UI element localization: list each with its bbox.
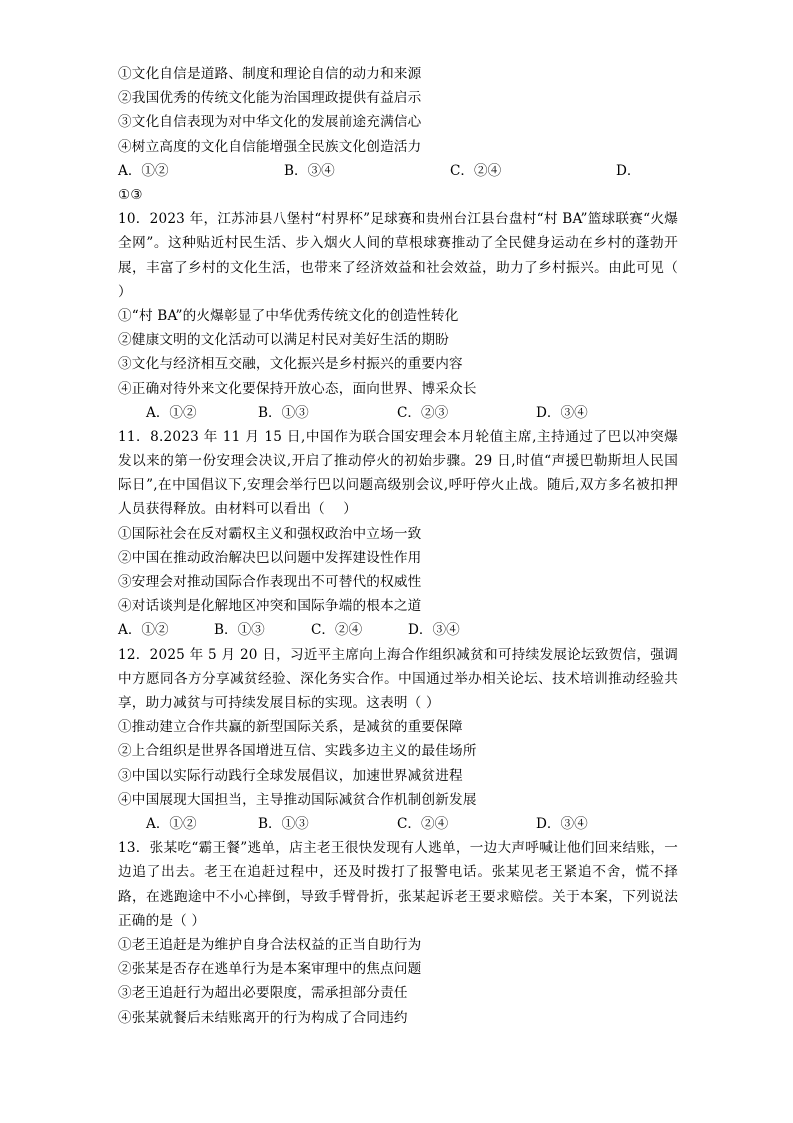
choice-a: A．①② <box>118 622 169 639</box>
option-statement: ①推动建立合作共赢的新型国际关系，是减贫的重要保障 <box>118 719 463 736</box>
option-statement: ①“村 BA”的火爆彰显了中华优秀传统文化的创造性转化 <box>118 307 459 324</box>
option-statement: ②健康文明的文化活动可以满足村民对美好生活的期盼 <box>118 332 450 349</box>
option-statement: ①国际社会在反对霸权主义和强权政治中立场一致 <box>118 525 422 542</box>
choice-b: B．③④ <box>284 162 335 179</box>
question-9 <box>118 62 678 207</box>
option-statement: ③安理会对推动国际合作表现出不可替代的权威性 <box>118 574 422 591</box>
question-12 <box>118 643 678 837</box>
option-statement: ②我国优秀的传统文化能为治国理政提供有益启示 <box>118 90 422 107</box>
option-statement: ④树立高度的文化自信能增强全民族文化创造活力 <box>118 138 422 155</box>
answer-choices <box>118 159 678 183</box>
option-statement: ③文化与经济相互交融，文化振兴是乡村振兴的重要内容 <box>118 356 463 373</box>
choice-c: C．②④ <box>311 622 363 639</box>
choice-c: C．②④ <box>397 815 449 832</box>
choice-d: D．③④ <box>408 622 460 639</box>
choice-d-wrapped: ①③ <box>118 186 143 203</box>
answer-choices <box>118 401 678 425</box>
question-stem: 12．2025 年 5 月 20 日，习近平主席向上海合作组织减贫和可持续发展论坛致贺信，强调中方愿同各方分享减贫经验、深化务实合作。中国通过举办相关论坛、技术培训推动经验共享，助力减贫与可持续发展目标的实现。这表明（ ） <box>118 646 678 712</box>
option-statement: ②中国在推动政治解决巴以问题中发挥建设性作用 <box>118 549 422 566</box>
option-statement: ①文化自信是道路、制度和理论自信的动力和来源 <box>118 66 422 82</box>
option-statement: ③中国以实际行动践行全球发展倡议，加速世界减贫进程 <box>118 767 463 784</box>
choice-a: A．①② <box>118 162 169 179</box>
option-statement: ①老王追赶是为维护自身合法权益的正当自助行为 <box>118 936 422 953</box>
choice-a: A．①② <box>146 404 197 421</box>
question-10 <box>118 207 678 425</box>
option-statement: ④中国展现大国担当，主导推动国际减贫合作机制创新发展 <box>118 791 477 808</box>
question-stem: 13．张某吃“霸王餐”逃单，店主老王很快发现有人逃单，一边大声呼喊让他们回来结账，一边追了出去。老王在追赶过程中，还及时拨打了报警电话。张某见老王紧追不舍，慌不择路，在逃跑途中不小心摔倒，导致手臂骨折，张某起诉老王要求赔偿。关于本案，下列说法正确的是（ ） <box>118 840 678 929</box>
exam-page <box>118 62 678 1030</box>
choice-b: B．①③ <box>258 404 309 421</box>
choice-b: B．①③ <box>214 622 265 639</box>
answer-choices <box>118 618 678 642</box>
option-statement: ④正确对待外来文化要保持开放心态，面向世界、博采众长 <box>118 380 477 397</box>
choice-c: C．②④ <box>450 162 502 179</box>
question-11 <box>118 425 678 643</box>
choice-c: C．②③ <box>397 404 449 421</box>
option-statement: ②上合组织是世界各国增进互信、实践多边主义的最佳场所 <box>118 743 477 760</box>
choice-d: D． <box>616 162 641 179</box>
option-statement: ③老王追赶行为超出必要限度，需承担部分责任 <box>118 985 408 1002</box>
choice-a: A．①② <box>146 815 197 832</box>
choice-d: D．③④ <box>536 404 588 421</box>
answer-choices <box>118 812 678 836</box>
option-statement: ④对话谈判是化解地区冲突和国际争端的根本之道 <box>118 598 422 615</box>
option-statement: ③文化自信表现为对中华文化的发展前途充满信心 <box>118 114 422 131</box>
question-stem: 11．8.2023 年 11 月 15 日,中国作为联合国安理会本月轮值主席,主持通过了巴以冲突爆发以来的第一份安理会决议,开启了推动停火的初始步骤。29 日,时值“声援巴勒斯坦人民国际日”,在中国倡议下,安理会举行巴以问题高级别会议,呼吁停火止战。随后,双方多名被扣押人员获得释放。由材料可以看出（ ） <box>118 428 678 518</box>
question-stem: 10．2023 年，江苏沛县八堡村“村界杯”足球赛和贵州台江县台盘村“村 BA”篮球联赛“火爆全网”。这种贴近村民生活、步入烟火人间的草根球赛推动了全民健身运动在乡村的蓬勃开展，丰富了乡村的文化生活，也带来了经济效益和社会效益，助力了乡村振兴。由此可见（ ） <box>118 211 678 300</box>
question-13 <box>118 836 678 1030</box>
choice-d: D．③④ <box>536 815 588 832</box>
choice-b: B．①③ <box>258 815 309 832</box>
option-statement: ④张某就餐后未结账离开的行为构成了合同违约 <box>118 1009 408 1026</box>
option-statement: ②张某是否存在逃单行为是本案审理中的焦点问题 <box>118 961 422 978</box>
